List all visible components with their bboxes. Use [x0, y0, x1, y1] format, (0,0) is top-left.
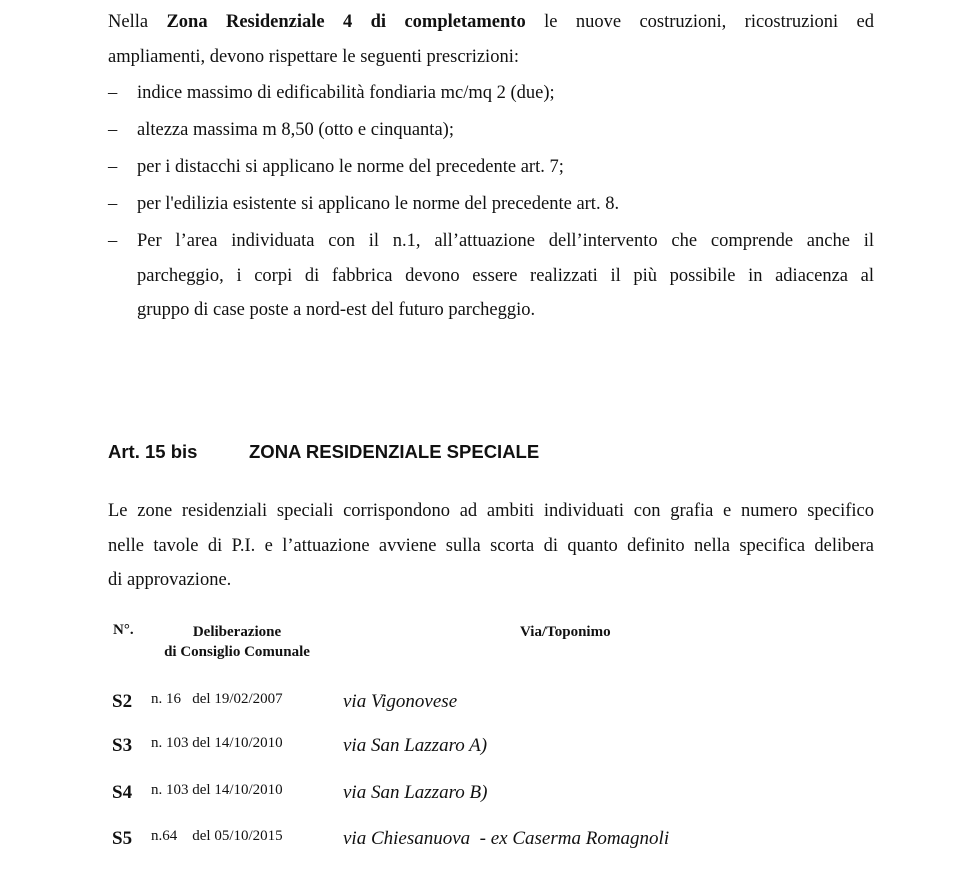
prescription-item [108, 76, 874, 111]
intro-text: le nuove costruzioni, ricostruzioni ed [544, 12, 875, 32]
intro-line-1 [108, 5, 874, 40]
prescriptions-list [108, 76, 874, 330]
article-title: ZONA RESIDENZIALE SPECIALE [249, 441, 540, 462]
header-number: N°. [113, 622, 134, 638]
dash-bullet: – [108, 194, 118, 214]
prescription-item [108, 113, 874, 148]
street-name: via Vigonovese [343, 691, 458, 712]
prescription-text: parcheggio, i corpi di fabbrica devono essere realizzati il più possibile in adiacenza al [137, 265, 874, 286]
description-line: di approvazione. [108, 570, 232, 590]
dash-bullet: – [108, 120, 118, 140]
header-deliberation [155, 622, 319, 662]
header-street: Via/Toponimo [520, 624, 611, 640]
prescription-text: per i distacchi si applicano le norme del precedente art. 7; [137, 157, 564, 177]
deliberation-ref: n. 103 del 14/10/2010 [151, 735, 283, 751]
zone-code: S3 [112, 735, 133, 756]
header-deliberation-line: Deliberazione [192, 624, 282, 640]
intro-paragraph [108, 5, 874, 74]
street-name: via Chiesanuova - ex Caserma Romagnoli [343, 828, 670, 849]
description-line: Le zone residenziali speciali corrispondono ad ambiti individuati con grafia e numero specifico [108, 501, 874, 521]
description-paragraph [108, 494, 874, 598]
description-line: nelle tavole di P.I. e l’attuazione avviene sulla scorta di quanto definito nella specifica delibera [108, 535, 874, 556]
deliberation-ref: n. 103 del 14/10/2010 [151, 782, 283, 798]
intro-text: Nella [108, 12, 149, 32]
prescription-text: altezza massima m 8,50 (otto e cinquanta); [137, 120, 454, 140]
street-name: via San Lazzaro A) [343, 735, 488, 756]
dash-bullet: – [108, 231, 118, 251]
zone-code: S5 [112, 828, 133, 849]
deliberation-ref: n. 16 del 19/02/2007 [151, 691, 283, 707]
street-name: via San Lazzaro B) [343, 782, 488, 803]
zone-name: Zona Residenziale 4 di completamento [166, 12, 526, 32]
deliberation-ref: n.64 del 05/10/2015 [151, 828, 283, 844]
prescription-text: gruppo di case poste a nord-est del futuro parcheggio. [137, 300, 536, 320]
dash-bullet: – [108, 157, 118, 177]
zone-code: S2 [112, 691, 133, 712]
header-deliberation-line: di Consiglio Comunale [164, 644, 310, 660]
prescription-text: indice massimo di edificabilità fondiaria mc/mq 2 (due); [137, 83, 555, 103]
article-number: Art. 15 bis [108, 441, 198, 462]
dash-bullet: – [108, 83, 118, 103]
prescription-text: per l'edilizia esistente si applicano le norme del precedente art. 8. [137, 194, 620, 214]
zone-code: S4 [112, 782, 133, 803]
prescription-item [108, 224, 874, 328]
prescription-item [108, 187, 874, 222]
intro-line-2: ampliamenti, devono rispettare le seguenti prescrizioni: [108, 46, 519, 67]
prescription-text: Per l’area individuata con il n.1, all’attuazione dell’intervento che comprende anche il [137, 231, 874, 251]
prescription-item [108, 150, 874, 185]
